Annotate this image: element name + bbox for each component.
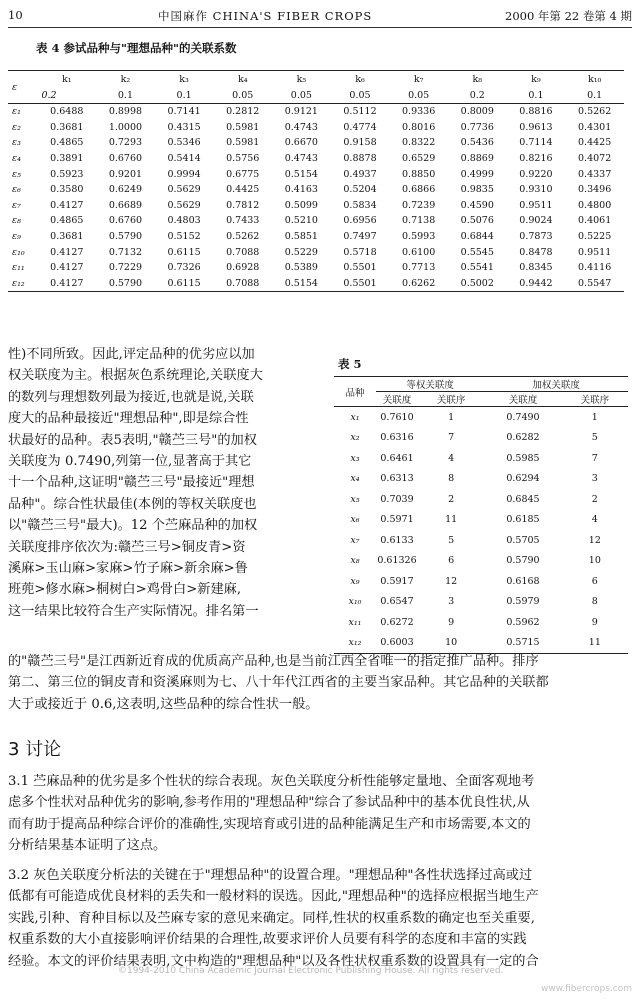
table4-k-label: k₅ xyxy=(272,71,331,88)
table4-cell: 0.3681 xyxy=(50,231,84,243)
table4-cell: 0.6689 xyxy=(108,199,143,211)
table4-cell: 0.4865 xyxy=(50,137,84,149)
table4-cell: 0.6866 xyxy=(402,184,436,196)
table4-row-label: ε₄ xyxy=(12,153,21,165)
header-rule xyxy=(8,27,632,28)
table4-cell: 0.8869 xyxy=(460,153,494,165)
table5-cell-w: 0.6282 xyxy=(506,432,540,444)
section-title: 3 讨论 xyxy=(8,739,62,760)
table4-weight: 0.1 xyxy=(96,87,155,104)
table5-cell-eq-rank: 9 xyxy=(448,616,455,628)
table4-k-label: k₄ xyxy=(213,71,272,88)
body-line: 以"赣苎三号"最大)。12 个苎麻品种的加权 xyxy=(8,518,258,534)
table5-cell-label: x₅ xyxy=(350,493,360,505)
table5-cell-w-rank: 5 xyxy=(591,432,598,444)
table4-cell: 0.6760 xyxy=(108,215,143,227)
table5-cell-label: x₁ xyxy=(350,411,360,423)
table4-cell: 0.5851 xyxy=(284,231,318,243)
table4-k-label: k₇ xyxy=(389,71,448,88)
table5-row xyxy=(334,612,628,633)
table5-row xyxy=(334,592,628,613)
body-line: 权关联度为主。根据灰色系统理论,关联度大 xyxy=(8,368,263,384)
table4-cell: 0.5229 xyxy=(284,246,318,258)
table4-cell: 0.9336 xyxy=(402,106,436,118)
table5-row xyxy=(334,530,628,551)
table4-cell: 0.7229 xyxy=(108,262,143,274)
table5-cell-w: 0.7490 xyxy=(506,411,540,423)
table4-row-label: ε₃ xyxy=(12,137,21,149)
table5-cell-eq: 0.6316 xyxy=(380,432,414,444)
table4-row xyxy=(8,213,624,229)
table5-row xyxy=(334,571,628,592)
table4-cell: 0.9310 xyxy=(519,184,553,196)
table5-cell-label: x₆ xyxy=(350,514,360,526)
table4-cell: 0.9613 xyxy=(519,121,553,133)
table5-cell-eq-rank: 3 xyxy=(448,596,455,608)
table5-cell-w: 0.5715 xyxy=(484,633,561,654)
table5-cell-eq: 0.6461 xyxy=(380,452,414,464)
paragraph-3-2 xyxy=(8,865,632,972)
table5-equal-header: 等权关联度 xyxy=(376,377,484,392)
table4-cell: 0.6115 xyxy=(155,276,214,292)
table5-cell-w-rank: 2 xyxy=(591,493,598,505)
table4-cell: 0.7497 xyxy=(343,231,377,243)
table4-cell: 0.6760 xyxy=(108,153,143,165)
table4-cell: 0.6928 xyxy=(226,262,260,274)
table5-cell-w-rank: 3 xyxy=(591,473,598,485)
table5-row xyxy=(334,489,628,510)
table4-cell: 0.7433 xyxy=(226,215,260,227)
table4-weight: 0.2 xyxy=(37,87,96,104)
table5-cell-eq: 0.6272 xyxy=(380,616,414,628)
table4-cell: 0.4803 xyxy=(167,215,201,227)
table4-cell: 0.5346 xyxy=(167,137,201,149)
table4-row-label: ε₁₁ xyxy=(12,262,25,274)
table5-cell-eq-rank: 6 xyxy=(448,555,455,567)
body-line: 的"赣苎三号"是江西新近育成的优质高产品种,也是当前江西全省唯一的指定推广品种。排序 xyxy=(8,654,539,669)
table5-row xyxy=(334,510,628,531)
table5-cell-eq-rank: 12 xyxy=(445,575,458,587)
table4-row-label: ε₁ xyxy=(12,106,21,118)
table5-cell-eq-rank: 11 xyxy=(445,514,458,526)
table5-cell-label: x₁₀ xyxy=(348,596,362,608)
table4-cell: 0.4743 xyxy=(284,121,318,133)
table5-cell-label: x₁₁ xyxy=(348,616,362,628)
table4-cell: 0.5629 xyxy=(167,184,201,196)
table5-cell-label: x₄ xyxy=(350,473,360,485)
table4-k-label: k₂ xyxy=(96,71,155,88)
table4-cell: 0.5981 xyxy=(226,137,260,149)
table4-cell: 0.9220 xyxy=(519,168,553,180)
table4-row xyxy=(8,104,624,120)
table4-cell: 0.7812 xyxy=(226,199,260,211)
issue-info: 2000 年第 22 卷第 4 期 xyxy=(505,9,632,23)
table5-cell-eq-rank: 5 xyxy=(448,534,455,546)
body-line: 的数列与理想数列最为接近,也就是说,关联 xyxy=(8,389,254,405)
table4-cell: 0.5981 xyxy=(226,121,260,133)
table4-cell: 0.5262 xyxy=(226,231,260,243)
table5-cell-eq-rank: 2 xyxy=(448,493,455,505)
table4-cell: 0.6670 xyxy=(284,137,318,149)
table4-weight: 0.05 xyxy=(331,87,390,104)
table4-cell: 0.5790 xyxy=(108,231,143,243)
table4-k-label: k₉ xyxy=(507,71,566,88)
body-line: 实践,引种、育种目标以及苎麻专家的意见来确定。同样,性状的权重系数的确定也至关重要, xyxy=(8,910,535,926)
table4-cell: 0.4774 xyxy=(343,121,377,133)
table4-cell: 0.4127 xyxy=(50,262,84,274)
table5-cell-w-rank: 12 xyxy=(588,534,601,546)
table5-caption: 表 5 xyxy=(338,357,362,371)
table4-row-label: ε₅ xyxy=(12,168,21,180)
body-left-column xyxy=(8,344,308,622)
page-header xyxy=(8,6,632,26)
table4-cell: 0.2812 xyxy=(226,106,260,118)
table4-cell: 0.6488 xyxy=(50,106,84,118)
table4-weight: 0.1 xyxy=(507,87,566,104)
table4-cell: 0.5389 xyxy=(284,262,318,274)
table4-row xyxy=(8,229,624,245)
table4-row-label: ε₆ xyxy=(12,184,21,196)
table5-cell-eq-rank: 1 xyxy=(448,411,455,423)
table4-cell: 0.4800 xyxy=(578,199,612,211)
table4-cell: 0.5112 xyxy=(343,106,377,118)
table5-cell-w-rank: 1 xyxy=(591,411,598,423)
table5-cell-w-rank: 10 xyxy=(588,555,601,567)
table4-cell: 0.8878 xyxy=(343,153,377,165)
table4-cell: 0.3681 xyxy=(50,121,84,133)
table5-cell-eq-rank: 7 xyxy=(448,432,455,444)
table4-cell: 0.6529 xyxy=(402,153,436,165)
body-line: 十一个品种,这证明"赣苎三号"最接近"理想 xyxy=(8,475,255,491)
body-line: 品种"。综合性状最佳(本例的等权关联度也 xyxy=(8,496,257,512)
table4-row-label: ε₇ xyxy=(12,199,21,211)
table4-cell: 0.8816 xyxy=(519,106,553,118)
table4-cell: 0.8478 xyxy=(519,246,553,258)
table5-cell-eq-rank: 4 xyxy=(448,452,455,464)
table4-row-label: ε₁₀ xyxy=(12,246,25,258)
table5-cell-w-rank: 11 xyxy=(562,633,628,654)
table4-cell: 0.5547 xyxy=(565,276,624,292)
body-line: 大于或接近于 0.6,这表明,这些品种的综合性状一般。 xyxy=(8,696,319,712)
table4-k-label: k₃ xyxy=(155,71,214,88)
table5-sub-degree: 关联度 xyxy=(484,392,561,407)
table4-cell: 0.5099 xyxy=(284,199,318,211)
journal-title: 中国麻作 CHINA'S FIBER CROPS xyxy=(158,9,373,23)
table5-cell-w-rank: 4 xyxy=(591,514,598,526)
body-line: 分析结果基本证明了这点。 xyxy=(8,838,167,854)
table5-cell-eq: 0.6313 xyxy=(380,473,414,485)
table4-cell: 0.8850 xyxy=(402,168,436,180)
table4-cell: 0.8322 xyxy=(402,137,436,149)
table4-cell: 0.8016 xyxy=(402,121,436,133)
table5-cell-w: 0.6168 xyxy=(506,575,540,587)
table4-row-label: ε₁₂ xyxy=(8,276,37,292)
table4-k-label: k₈ xyxy=(448,71,507,88)
table4-cell: 0.7132 xyxy=(108,246,143,258)
table4-caption: 表 4 参试品种与"理想品种"的关联系数 xyxy=(36,41,237,55)
table4-cell: 0.4425 xyxy=(578,137,612,149)
table4-cell: 0.5436 xyxy=(460,137,494,149)
table5-sub-order: 关联序 xyxy=(418,392,484,407)
table4-cell: 0.5076 xyxy=(460,215,494,227)
table5-cell-eq-rank: 8 xyxy=(448,473,455,485)
table4-cell: 0.9024 xyxy=(519,215,553,227)
table4-cell: 0.4116 xyxy=(578,262,612,274)
table4-cell: 0.9158 xyxy=(343,137,377,149)
table4-cell: 0.7088 xyxy=(213,276,272,292)
table4-cell: 0.5414 xyxy=(167,153,201,165)
table4-cell: 0.7293 xyxy=(108,137,143,149)
table4-cell: 0.6249 xyxy=(108,184,143,196)
table4-cell: 0.7736 xyxy=(460,121,494,133)
table4-row xyxy=(8,120,624,136)
table4-cell: 0.7114 xyxy=(519,137,553,149)
table4-row-label: ε₂ xyxy=(12,121,21,133)
body-line: 关联度排序依次为:赣苎三号>铜皮青>资 xyxy=(8,539,246,555)
table4-cell: 0.7088 xyxy=(226,246,260,258)
table4-weight: 0.1 xyxy=(155,87,214,104)
table5-cell-eq: 0.7039 xyxy=(380,493,414,505)
table5-cell-w: 0.5705 xyxy=(506,534,540,546)
table4-cell: 0.4337 xyxy=(578,168,612,180)
table5-cell-w-rank: 7 xyxy=(591,452,598,464)
table4-cell: 0.5154 xyxy=(284,168,318,180)
table5-cell-w: 0.5790 xyxy=(506,555,540,567)
table4-cell: 0.8216 xyxy=(519,153,553,165)
table4-cell: 0.4590 xyxy=(460,199,494,211)
table4-cell: 0.4315 xyxy=(167,121,201,133)
table4-row xyxy=(8,166,624,182)
body-line: 第二、第三位的铜皮青和资溪麻则为七、八十年代江西省的主要当家品种。其它品种的关联都 xyxy=(8,675,549,691)
table4-cell: 0.5756 xyxy=(226,153,260,165)
body-line: 3.2 灰色关联度分析法的关键在于"理想品种"的设置合理。"理想品种"各性状选择过高或过 xyxy=(8,868,533,883)
table4-cell: 0.5993 xyxy=(402,231,436,243)
table4-cell: 0.4127 xyxy=(50,199,84,211)
body-line: 这一结果比较符合生产实际情况。排名第一 xyxy=(8,603,259,619)
table5-cell-label: x₁₂ xyxy=(334,633,376,654)
table4-row xyxy=(8,182,624,198)
table4-cell: 0.4163 xyxy=(284,184,318,196)
paragraph-3-1 xyxy=(8,771,632,857)
table5-row xyxy=(334,551,628,572)
table4-cell: 0.4865 xyxy=(50,215,84,227)
table4-weight: 0.05 xyxy=(389,87,448,104)
table4-cell: 0.5790 xyxy=(96,276,155,292)
body-line: 关联度为 0.7490,列第一位,显著高于其它 xyxy=(8,454,252,470)
table5-sub-order: 关联序 xyxy=(562,392,628,407)
table4-cell: 0.6844 xyxy=(460,231,494,243)
body-line: 权重系数的大小直接影响评价结果的合理性,故要求评价人员要有科学的态度和丰富的实践 xyxy=(8,932,527,948)
body-line: 而有助于提高品种综合评价的准确性,实现培育或引进的品种能满足生产和市场需要,本文的 xyxy=(8,816,531,832)
body-line: 状最好的品种。表5表明,"赣苎三号"的加权 xyxy=(8,432,257,448)
table4-corner: ε xyxy=(8,71,37,104)
table4-row xyxy=(8,151,624,167)
table5-cell-w: 0.6294 xyxy=(506,473,540,485)
table4-cell: 0.9121 xyxy=(284,106,318,118)
table4-cell: 0.3580 xyxy=(50,184,84,196)
table5-row xyxy=(334,469,628,490)
table5-cell-eq: 0.5917 xyxy=(380,575,414,587)
table4-k-label: k₁ xyxy=(37,71,96,88)
table4-cell: 0.4127 xyxy=(37,276,96,292)
table4-cell: 0.3496 xyxy=(578,184,612,196)
page-number: 10 xyxy=(8,8,23,22)
table5 xyxy=(334,376,628,654)
table4-cell: 0.5204 xyxy=(343,184,377,196)
table5-cell-w-rank: 8 xyxy=(591,596,598,608)
table5-sub-degree: 关联度 xyxy=(376,392,418,407)
table4-cell: 0.6262 xyxy=(389,276,448,292)
table4-cell: 0.5225 xyxy=(578,231,612,243)
table5-variety-header: 品种 xyxy=(334,377,376,407)
table4-cell: 1.0000 xyxy=(108,121,143,133)
table4-cell: 0.9994 xyxy=(167,168,201,180)
body-line: 度大的品种最接近"理想品种",即是综合性 xyxy=(8,411,249,427)
table4-cell: 0.7873 xyxy=(519,231,553,243)
table4-weight: 0.2 xyxy=(448,87,507,104)
table5-cell-w: 0.6185 xyxy=(506,514,540,526)
table4-row xyxy=(8,260,624,276)
table4-cell: 0.7138 xyxy=(402,215,436,227)
table4-k-label: k₆ xyxy=(331,71,390,88)
body-line: 虑多个性状对品种优劣的影响,参考作用的"理想品种"综合了参试品种中的基本优良性状,从 xyxy=(8,795,530,811)
table4-cell: 0.7713 xyxy=(402,262,436,274)
table4-cell: 0.7326 xyxy=(167,262,201,274)
table4-cell: 0.4743 xyxy=(284,153,318,165)
table5-cell-eq-rank: 10 xyxy=(418,633,484,654)
table5-cell-w-rank: 9 xyxy=(591,616,598,628)
table5-cell-w: 0.5962 xyxy=(506,616,540,628)
table4-row xyxy=(8,198,624,214)
body-full-paragraph xyxy=(8,651,632,715)
table4-weight: 0.05 xyxy=(272,87,331,104)
table4-cell: 0.5154 xyxy=(272,276,331,292)
table4-cell: 0.4937 xyxy=(343,168,377,180)
table4-weight: 0.05 xyxy=(213,87,272,104)
body-line: 经验。本文的评价结果表明,文中构造的"理想品种"以及各性状权重系数的设置具有一定的合 xyxy=(8,953,539,969)
table4-cell: 0.5501 xyxy=(331,276,390,292)
table5-cell-eq: 0.6133 xyxy=(380,534,414,546)
table4-cell: 0.4425 xyxy=(226,184,260,196)
table4-cell: 0.4999 xyxy=(460,168,494,180)
table4-row-label: ε₉ xyxy=(12,231,21,243)
table5-cell-w-rank: 6 xyxy=(591,575,598,587)
table4-cell: 0.4072 xyxy=(578,153,612,165)
body-line: 3.1 苎麻品种的优劣是多个性状的综合表现。灰色关联度分析性能够定量地、全面客观地考 xyxy=(8,774,535,789)
body-line: 低都有可能造成优良材料的丢失和一般材料的误选。因此,"理想品种"的选择应根据当地生产 xyxy=(8,889,539,905)
table4-cell: 0.5541 xyxy=(460,262,494,274)
table4-cell: 0.5501 xyxy=(343,262,377,274)
table4-cell: 0.9201 xyxy=(108,168,143,180)
table4-cell: 0.5629 xyxy=(167,199,201,211)
table5-row xyxy=(334,448,628,469)
table5-row xyxy=(334,428,628,449)
table5-cell-w: 0.5985 xyxy=(506,452,540,464)
table5-cell-w: 0.5979 xyxy=(506,596,540,608)
table4-cell: 0.8998 xyxy=(108,106,143,118)
table4-row xyxy=(8,244,624,260)
table4-cell: 0.9511 xyxy=(519,199,553,211)
table4-cell: 0.8009 xyxy=(460,106,494,118)
table4-cell: 0.5545 xyxy=(460,246,494,258)
table4-cell: 0.9835 xyxy=(460,184,494,196)
table4-cell: 0.6100 xyxy=(402,246,436,258)
table4-cell: 0.4127 xyxy=(50,246,84,258)
table5-cell-label: x₃ xyxy=(350,452,360,464)
table4-cell: 0.9511 xyxy=(578,246,612,258)
table5-cell-label: x₉ xyxy=(350,575,360,587)
table4-cell: 0.5718 xyxy=(343,246,377,258)
table4 xyxy=(8,70,624,292)
table4-cell: 0.5152 xyxy=(167,231,201,243)
table4-cell: 0.4301 xyxy=(578,121,612,133)
watermark-site: www.fibercrops.com xyxy=(541,984,632,994)
table5-cell-label: x₇ xyxy=(350,534,360,546)
table5-cell-label: x₂ xyxy=(350,432,360,444)
table4-cell: 0.7141 xyxy=(167,106,201,118)
table4-cell: 0.5002 xyxy=(448,276,507,292)
table4-cell: 0.6115 xyxy=(167,246,201,258)
watermark-copyright: ©1994-2010 China Academic Journal Electronic Publishing House. All rights reserved. xyxy=(118,966,504,976)
body-line: 班蔸>修水麻>桐树白>鸡骨白>新建麻, xyxy=(8,582,242,598)
table5-cell-eq: 0.5971 xyxy=(380,514,414,526)
table4-cell: 0.3891 xyxy=(50,153,84,165)
table5-cell-eq: 0.6003 xyxy=(376,633,418,654)
table4-cell: 0.5834 xyxy=(343,199,377,211)
table5-cell-eq: 0.6547 xyxy=(380,596,414,608)
table4-cell: 0.9442 xyxy=(507,276,566,292)
table5-cell-label: x₈ xyxy=(350,555,360,567)
table4-cell: 0.7239 xyxy=(402,199,436,211)
table4-row xyxy=(8,276,624,292)
table4-cell: 0.4061 xyxy=(578,215,612,227)
table4-cell: 0.8345 xyxy=(519,262,553,274)
table4-cell: 0.5210 xyxy=(284,215,318,227)
table4-k-label: k₁₀ xyxy=(565,71,624,88)
table5-weighted-header: 加权关联度 xyxy=(484,377,628,392)
table4-cell: 0.6775 xyxy=(226,168,260,180)
table4-weight: 0.1 xyxy=(565,87,624,104)
body-line: 溪麻>玉山麻>家麻>竹子麻>新余麻>鲁 xyxy=(8,561,248,577)
table4-cell: 0.6956 xyxy=(343,215,377,227)
table5-cell-w: 0.6845 xyxy=(506,493,540,505)
table4-cell: 0.5262 xyxy=(578,106,612,118)
table4-row xyxy=(8,135,624,151)
table4-row-label: ε₈ xyxy=(12,215,21,227)
body-line: 性)不同所致。因此,评定品种的优劣应以加 xyxy=(8,347,255,362)
table5-cell-eq: 0.7610 xyxy=(380,411,414,423)
table4-cell: 0.5923 xyxy=(50,168,84,180)
table5-cell-eq: 0.61326 xyxy=(377,555,417,567)
table5-row xyxy=(334,407,628,428)
